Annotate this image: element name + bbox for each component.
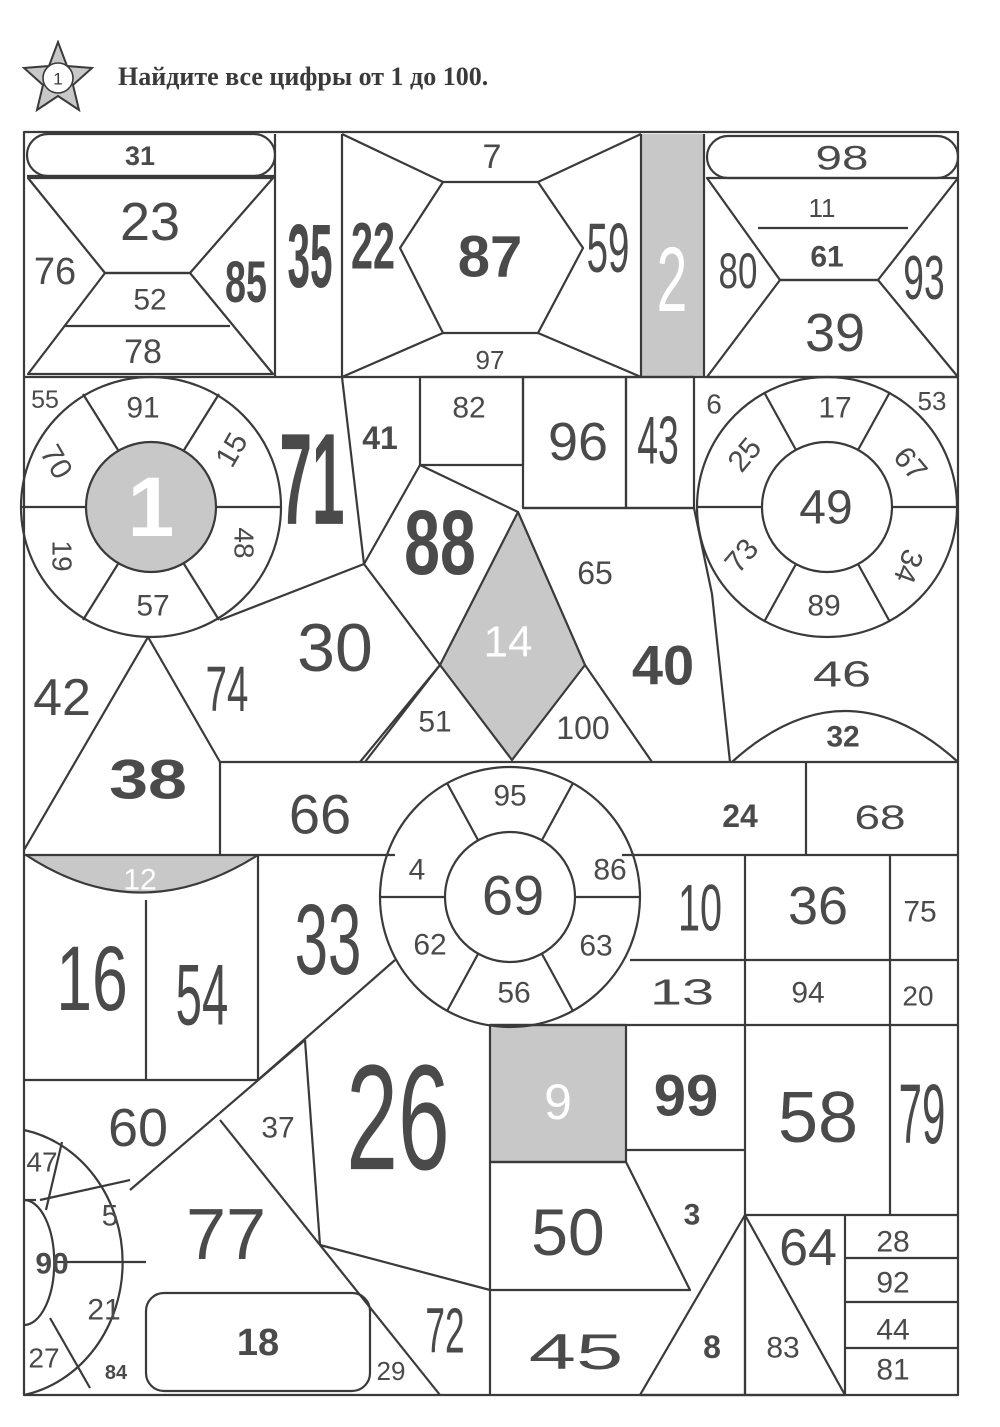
number-79: 79 xyxy=(898,1068,946,1162)
number-34: 34 xyxy=(886,544,930,588)
number-1: 1 xyxy=(127,460,175,554)
number-85: 85 xyxy=(225,250,267,316)
number-99: 99 xyxy=(653,1063,719,1129)
number-20: 20 xyxy=(902,980,934,1012)
number-29: 29 xyxy=(376,1356,406,1386)
number-55: 55 xyxy=(31,386,59,414)
task-title: Найдите все цифры от 1 до 100. xyxy=(118,62,489,91)
task-number: 1 xyxy=(53,69,63,89)
number-92: 92 xyxy=(876,1266,910,1300)
number-53: 53 xyxy=(917,386,947,416)
number-17: 17 xyxy=(818,391,852,425)
number-73: 73 xyxy=(718,532,766,580)
number-7: 7 xyxy=(482,138,502,176)
number-10: 10 xyxy=(677,871,723,945)
number-50: 50 xyxy=(531,1195,605,1269)
number-15: 15 xyxy=(209,427,255,473)
number-43: 43 xyxy=(637,401,679,479)
number-27: 27 xyxy=(28,1342,60,1374)
number-82: 82 xyxy=(452,391,486,425)
number-98: 98 xyxy=(815,139,869,177)
number-84: 84 xyxy=(104,1362,128,1384)
number-36: 36 xyxy=(787,876,849,936)
number-37: 37 xyxy=(261,1111,295,1145)
number-56: 56 xyxy=(497,976,531,1010)
number-63: 63 xyxy=(579,929,613,963)
number-40: 40 xyxy=(631,633,695,697)
number-14: 14 xyxy=(483,617,533,667)
number-12: 12 xyxy=(123,863,157,897)
number-38: 38 xyxy=(109,749,187,811)
number-94: 94 xyxy=(791,976,825,1010)
number-6: 6 xyxy=(706,388,722,420)
number-2: 2 xyxy=(656,228,688,332)
number-90: 90 xyxy=(35,1247,69,1281)
number-54: 54 xyxy=(175,946,229,1044)
number-47: 47 xyxy=(26,1146,58,1178)
number-64: 64 xyxy=(779,1219,837,1277)
number-62: 62 xyxy=(413,928,447,962)
number-46: 46 xyxy=(812,653,872,695)
number-66: 66 xyxy=(288,782,352,846)
number-42: 42 xyxy=(33,669,91,727)
number-71: 71 xyxy=(279,407,345,553)
number-5: 5 xyxy=(101,1199,119,1233)
number-32: 32 xyxy=(826,720,860,754)
number-9: 9 xyxy=(544,1074,572,1130)
number-76: 76 xyxy=(33,251,77,293)
number-13: 13 xyxy=(649,973,715,1013)
number-52: 52 xyxy=(133,283,167,317)
number-87: 87 xyxy=(457,224,523,290)
number-45: 45 xyxy=(528,1324,624,1380)
number-49: 49 xyxy=(799,481,853,535)
number-61: 61 xyxy=(810,240,844,274)
number-33: 33 xyxy=(294,884,362,996)
number-16: 16 xyxy=(56,926,128,1030)
number-30: 30 xyxy=(297,610,373,686)
number-88: 88 xyxy=(404,490,476,594)
number-48: 48 xyxy=(228,527,260,559)
number-97: 97 xyxy=(475,345,505,375)
number-74: 74 xyxy=(205,654,249,726)
number-86: 86 xyxy=(593,853,627,887)
number-81: 81 xyxy=(876,1353,910,1387)
number-19: 19 xyxy=(46,540,78,572)
number-77: 77 xyxy=(185,1195,267,1275)
number-26: 26 xyxy=(346,1034,450,1202)
number-59: 59 xyxy=(586,208,630,288)
number-80: 80 xyxy=(718,244,758,300)
number-41: 41 xyxy=(362,420,398,456)
number-68: 68 xyxy=(854,797,906,837)
number-72: 72 xyxy=(425,1294,465,1366)
number-93: 93 xyxy=(903,243,945,313)
number-25: 25 xyxy=(721,431,769,479)
number-58: 58 xyxy=(777,1078,859,1158)
number-8: 8 xyxy=(703,1329,721,1365)
number-3: 3 xyxy=(683,1198,701,1232)
number-57: 57 xyxy=(136,589,170,623)
number-78: 78 xyxy=(124,333,162,371)
number-28: 28 xyxy=(876,1225,910,1259)
number-22: 22 xyxy=(350,209,396,283)
number-44: 44 xyxy=(876,1313,910,1347)
number-75: 75 xyxy=(903,895,937,929)
number-21: 21 xyxy=(87,1293,121,1327)
number-96: 96 xyxy=(547,412,609,472)
number-60: 60 xyxy=(107,1098,169,1158)
number-70: 70 xyxy=(33,439,79,485)
number-100: 100 xyxy=(556,710,610,746)
number-35: 35 xyxy=(287,205,333,307)
number-11: 11 xyxy=(808,193,836,223)
number-69: 69 xyxy=(481,863,545,927)
number-23: 23 xyxy=(119,192,181,252)
number-24: 24 xyxy=(722,798,758,834)
number-83: 83 xyxy=(766,1331,800,1365)
number-39: 39 xyxy=(804,303,866,363)
number-91: 91 xyxy=(126,391,160,425)
number-89: 89 xyxy=(807,589,841,623)
number-65: 65 xyxy=(577,555,613,591)
number-31: 31 xyxy=(124,141,156,171)
number-51: 51 xyxy=(418,705,452,739)
number-95: 95 xyxy=(493,779,527,813)
number-67: 67 xyxy=(886,440,934,488)
number-18: 18 xyxy=(236,1322,280,1364)
number-4: 4 xyxy=(408,853,426,887)
